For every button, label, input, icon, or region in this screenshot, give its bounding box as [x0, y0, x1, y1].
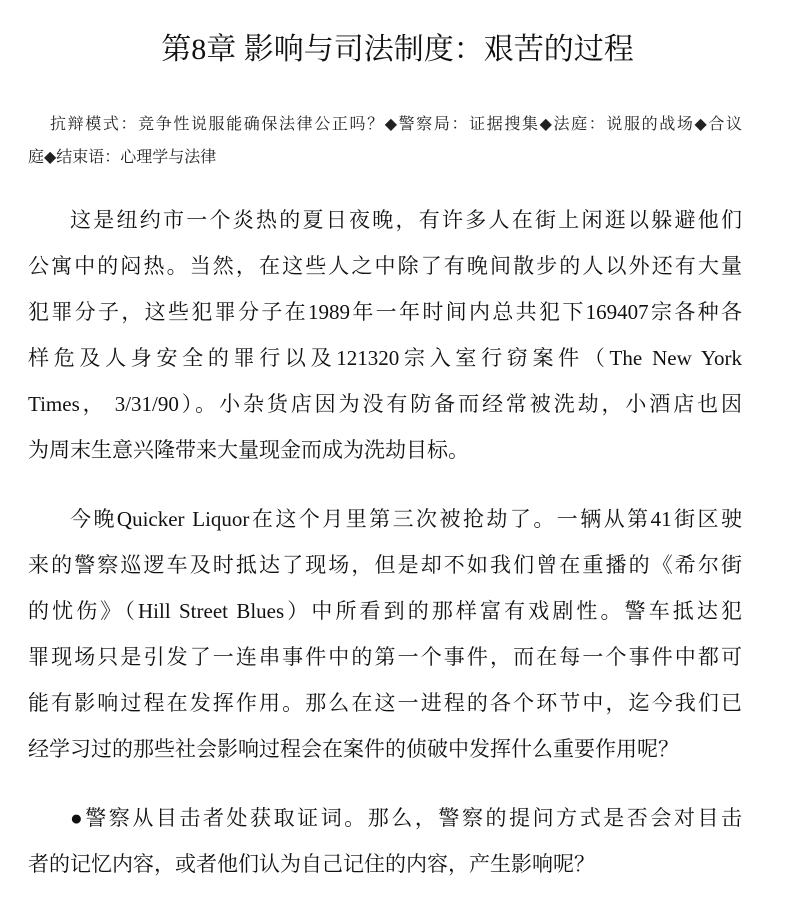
chapter-contents [28, 108, 742, 174]
text-line: 今晚Quicker Liquor在这个月里第三次被抢劫了。一辆从第41街区驶 [70, 507, 742, 531]
contents-line: 庭◆结束语：心理学与法律 [28, 149, 217, 166]
text-line: 为周末生意兴隆带来大量现金而成为洗劫目标。 [28, 438, 469, 462]
paragraph [28, 496, 742, 772]
contents-line: 抗辩模式：竞争性说服能确保法律公正吗？◆警察局：证据搜集◆法庭：说服的战场◆合议 [50, 116, 742, 133]
text-line: 公寓中的闷热。当然，在这些人之中除了有晚间散步的人以外还有大量 [28, 254, 742, 278]
paragraph [28, 197, 742, 473]
text-line: Times， 3/31/90）。小杂货店因为没有防备而经常被洗劫，小酒店也因 [28, 392, 742, 416]
text-line: 者的记忆内容，或者他们认为自己记住的内容，产生影响呢？ [28, 852, 595, 876]
text-line: 犯罪分子，这些犯罪分子在1989年一年时间内总共犯下169407宗各种各 [28, 300, 742, 324]
paragraph [28, 795, 742, 887]
text-line: 罪现场只是引发了一连串事件中的第一个事件，而在每一个事件中都可 [28, 645, 742, 669]
text-line: ●警察从目击者处获取证词。那么，警察的提问方式是否会对目击 [70, 806, 742, 830]
chapter-title: 第8章 影响与司法制度：艰苦的过程 [161, 33, 634, 66]
text-line: 的忧伤》（Hill Street Blues）中所看到的那样富有戏剧性。警车抵达犯 [28, 599, 742, 623]
text-line: 样危及人身安全的罪行以及121320宗入室行窃案件（The New York [28, 346, 742, 370]
text-line: 这是纽约市一个炎热的夏日夜晚，有许多人在街上闲逛以躲避他们 [70, 208, 742, 232]
chapter-body [28, 197, 742, 910]
text-line: 经学习过的那些社会影响过程会在案件的侦破中发挥什么重要作用呢？ [28, 737, 679, 761]
text-line: 来的警察巡逻车及时抵达了现场，但是却不如我们曾在重播的《希尔街 [28, 553, 742, 577]
text-line: 能有影响过程在发挥作用。那么在这一进程的各个环节中，迄今我们已 [28, 691, 742, 715]
